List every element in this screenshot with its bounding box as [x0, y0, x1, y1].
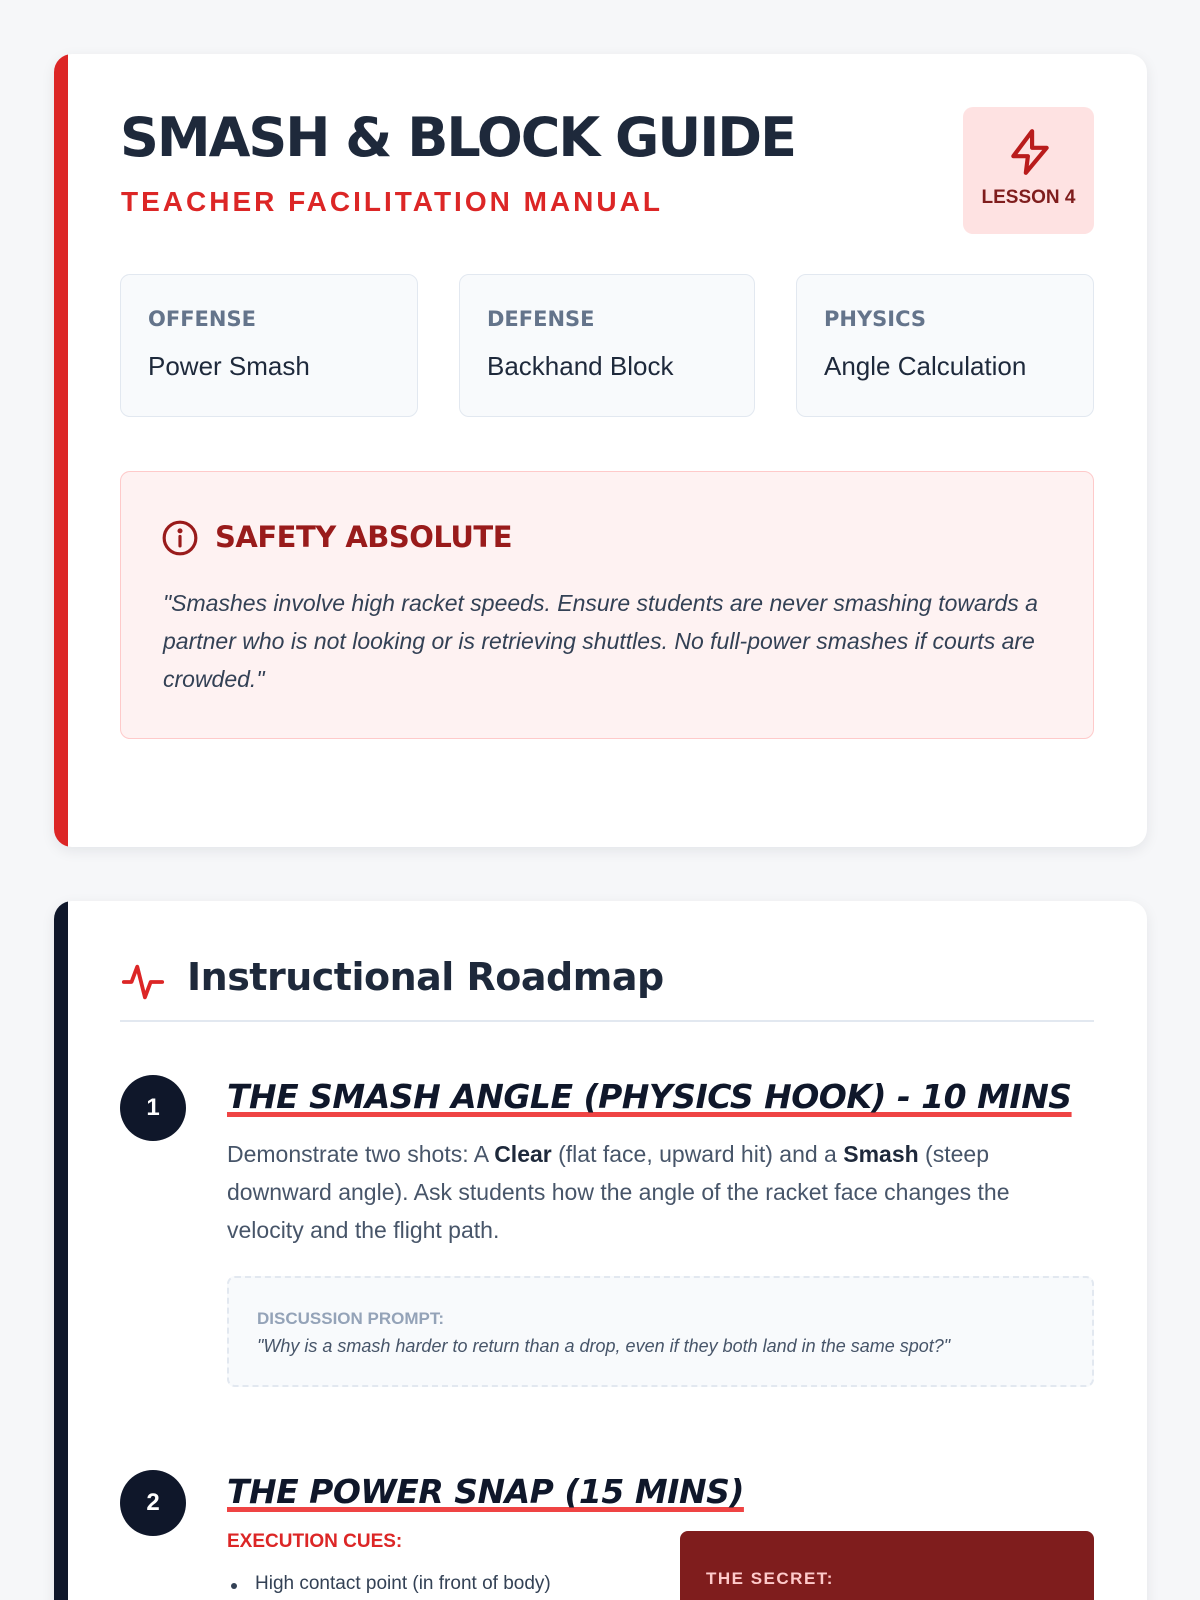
- stat-card-defense: [459, 274, 755, 417]
- list-item: High contact point (in front of body): [227, 1573, 551, 1595]
- step-text: (flat face, upward hit) and a: [551, 1141, 844, 1167]
- step-bold-term: Smash: [843, 1141, 919, 1167]
- stat-value: Backhand Block: [487, 351, 674, 381]
- stat-card-physics: [796, 274, 1094, 417]
- cues-label: EXECUTION CUES:: [227, 1531, 403, 1552]
- step-number-badge: 1: [120, 1075, 186, 1141]
- section-divider: [120, 1020, 1094, 1022]
- lesson-label: LESSON 4: [981, 187, 1076, 208]
- page-title: SMASH & BLOCK GUIDE: [120, 106, 795, 169]
- lesson-badge: [963, 107, 1094, 234]
- lightning-bolt-icon: [1005, 125, 1055, 179]
- stat-label: DEFENSE: [487, 307, 595, 331]
- stat-value: Power Smash: [148, 351, 310, 381]
- stat-value: Angle Calculation: [824, 351, 1027, 381]
- step-title: THE POWER SNAP (15 MINS): [227, 1472, 744, 1511]
- prompt-text: "Why is a smash harder to return than a drop, even if they both land in the same spot?": [257, 1336, 951, 1356]
- info-circle-icon: [161, 519, 199, 557]
- step-text: Demonstrate two shots: A: [227, 1141, 495, 1167]
- step-description: [227, 1135, 1077, 1249]
- safety-title: SAFETY ABSOLUTE: [215, 520, 512, 554]
- lesson-header-card: [54, 54, 1147, 847]
- safety-callout: [120, 471, 1094, 739]
- step-bold-term: Clear: [494, 1141, 552, 1167]
- secret-label: THE SECRET:: [706, 1569, 834, 1588]
- discussion-prompt-box: [227, 1276, 1094, 1387]
- card-accent-bar: [54, 901, 68, 1600]
- prompt-label: DISCUSSION PROMPT:: [257, 1309, 445, 1328]
- section-title: Instructional Roadmap: [187, 955, 664, 999]
- roadmap-card: [54, 901, 1147, 1600]
- secret-callout: [680, 1531, 1094, 1600]
- card-accent-bar: [54, 54, 68, 847]
- stat-card-offense: [120, 274, 418, 417]
- step-text: (steep downward angle). Ask students how the angle of the racket face changes the velocity and the flight path.: [227, 1141, 1010, 1243]
- step-title: THE SMASH ANGLE (PHYSICS HOOK) - 10 MINS: [227, 1077, 1072, 1116]
- step-number-badge: 2: [120, 1470, 186, 1536]
- cues-list: [227, 1573, 551, 1595]
- safety-quote: "Smashes involve high racket speeds. Ensure students are never smashing towards a partner who is not looking or is retrieving shuttles. No full-power smashes if courts are crowded.": [163, 590, 1038, 692]
- page-subtitle: TEACHER FACILITATION MANUAL: [121, 186, 663, 217]
- stat-label: OFFENSE: [148, 307, 256, 331]
- stat-label: PHYSICS: [824, 307, 927, 331]
- activity-pulse-icon: [120, 959, 166, 1005]
